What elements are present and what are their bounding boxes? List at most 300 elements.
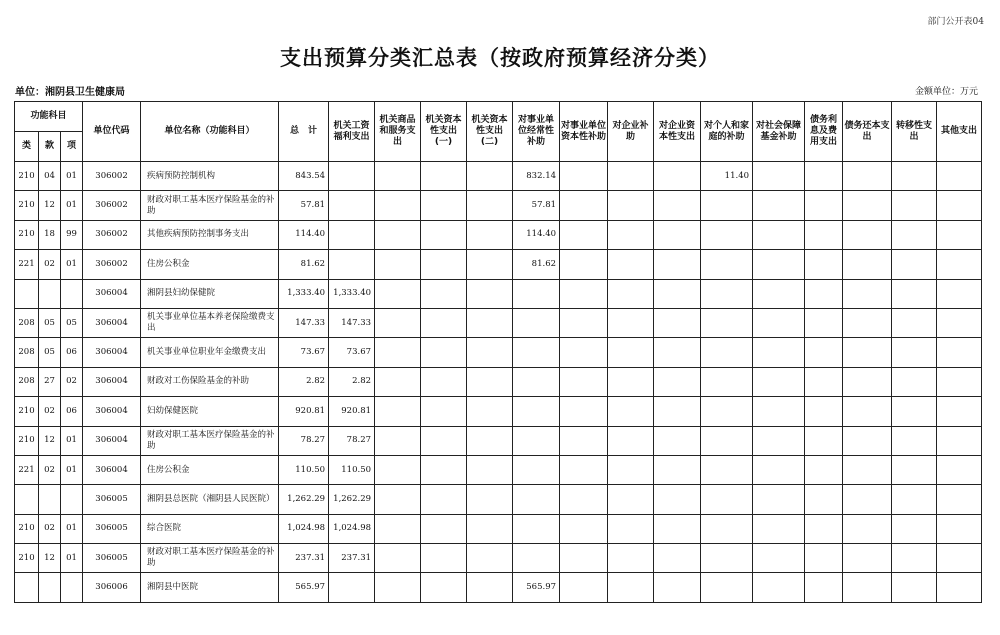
cell-c10 xyxy=(753,250,805,279)
cell-c14 xyxy=(937,397,982,426)
cell-c6 xyxy=(560,426,608,455)
cell-c5 xyxy=(513,544,560,573)
cell-unit-name xyxy=(141,279,279,308)
cell-c6 xyxy=(560,250,608,279)
cell-c9 xyxy=(701,367,753,396)
cell-kuan: 05 xyxy=(39,308,61,337)
cell-c7 xyxy=(608,397,654,426)
table-row xyxy=(15,338,982,367)
cell-kuan xyxy=(39,485,61,514)
cell-total: 73.67 xyxy=(279,338,329,367)
cell-lei: 208 xyxy=(15,367,39,396)
cell-c1: 237.31 xyxy=(329,544,375,573)
cell-xiang: 01 xyxy=(61,426,83,455)
table-row xyxy=(15,426,982,455)
cell-c4 xyxy=(467,162,513,191)
cell-c1: 1,024.98 xyxy=(329,514,375,543)
cell-c7 xyxy=(608,426,654,455)
cell-kuan: 12 xyxy=(39,544,61,573)
cell-c13 xyxy=(892,338,937,367)
cell-c7 xyxy=(608,279,654,308)
cell-c3 xyxy=(421,573,467,602)
cell-c13 xyxy=(892,455,937,484)
cell-c2 xyxy=(375,544,421,573)
cell-kuan: 18 xyxy=(39,220,61,249)
cell-c12 xyxy=(843,573,892,602)
header-unit-code: 单位代码 xyxy=(83,102,141,162)
cell-unit-name xyxy=(141,162,279,191)
header-c13: 转移性支出 xyxy=(892,102,937,162)
cell-c8 xyxy=(654,573,701,602)
cell-c9 xyxy=(701,544,753,573)
header-xiang: 项 xyxy=(61,132,83,162)
table-body xyxy=(15,162,982,603)
cell-c8 xyxy=(654,162,701,191)
cell-c8 xyxy=(654,220,701,249)
cell-unit-name xyxy=(141,544,279,573)
cell-c12 xyxy=(843,308,892,337)
cell-c5: 565.97 xyxy=(513,573,560,602)
cell-lei: 208 xyxy=(15,308,39,337)
cell-c3 xyxy=(421,279,467,308)
cell-c13 xyxy=(892,250,937,279)
cell-total: 2.82 xyxy=(279,367,329,396)
cell-c11 xyxy=(805,397,843,426)
table-row xyxy=(15,397,982,426)
cell-c11 xyxy=(805,220,843,249)
cell-unit-code: 306002 xyxy=(83,162,141,191)
cell-c6 xyxy=(560,367,608,396)
cell-total: 147.33 xyxy=(279,308,329,337)
cell-xiang: 05 xyxy=(61,308,83,337)
cell-c4 xyxy=(467,220,513,249)
cell-c5 xyxy=(513,367,560,396)
cell-xiang xyxy=(61,485,83,514)
table-row xyxy=(15,485,982,514)
cell-lei: 210 xyxy=(15,544,39,573)
unit-name-text: 住房公积金 xyxy=(147,258,190,269)
cell-c7 xyxy=(608,191,654,220)
header-c1: 机关工资福利支出 xyxy=(329,102,375,162)
cell-c12 xyxy=(843,397,892,426)
cell-c11 xyxy=(805,573,843,602)
cell-c3 xyxy=(421,338,467,367)
header-c6: 对事业单位资本性补助 xyxy=(560,102,608,162)
cell-c9 xyxy=(701,308,753,337)
cell-c11 xyxy=(805,279,843,308)
cell-total: 565.97 xyxy=(279,573,329,602)
cell-c2 xyxy=(375,455,421,484)
cell-lei xyxy=(15,573,39,602)
cell-lei: 210 xyxy=(15,220,39,249)
table-row xyxy=(15,250,982,279)
header-c2: 机关商品和服务支出 xyxy=(375,102,421,162)
cell-c11 xyxy=(805,191,843,220)
header-c7: 对企业补助 xyxy=(608,102,654,162)
cell-c4 xyxy=(467,426,513,455)
cell-c6 xyxy=(560,544,608,573)
header-c5: 对事业单位经常性补助 xyxy=(513,102,560,162)
cell-kuan: 02 xyxy=(39,250,61,279)
cell-c11 xyxy=(805,308,843,337)
cell-c6 xyxy=(560,308,608,337)
cell-c5 xyxy=(513,455,560,484)
cell-c7 xyxy=(608,250,654,279)
cell-c4 xyxy=(467,279,513,308)
cell-c4 xyxy=(467,485,513,514)
cell-xiang xyxy=(61,573,83,602)
cell-c12 xyxy=(843,514,892,543)
unit-name-text: 住房公积金 xyxy=(147,464,190,475)
cell-unit-name xyxy=(141,191,279,220)
table-header xyxy=(15,102,982,162)
cell-c12 xyxy=(843,220,892,249)
cell-c7 xyxy=(608,338,654,367)
cell-lei: 210 xyxy=(15,162,39,191)
cell-c5 xyxy=(513,485,560,514)
cell-total: 57.81 xyxy=(279,191,329,220)
cell-c7 xyxy=(608,514,654,543)
unit-label: 单位：湘阴县卫生健康局 xyxy=(15,87,125,98)
cell-c14 xyxy=(937,162,982,191)
cell-c1 xyxy=(329,191,375,220)
cell-c8 xyxy=(654,338,701,367)
cell-c4 xyxy=(467,308,513,337)
cell-c7 xyxy=(608,455,654,484)
cell-unit-code: 306002 xyxy=(83,191,141,220)
cell-c12 xyxy=(843,191,892,220)
cell-c14 xyxy=(937,250,982,279)
cell-c5 xyxy=(513,397,560,426)
cell-c12 xyxy=(843,250,892,279)
cell-c13 xyxy=(892,544,937,573)
cell-c13 xyxy=(892,220,937,249)
cell-xiang: 99 xyxy=(61,220,83,249)
table-row xyxy=(15,367,982,396)
cell-unit-name xyxy=(141,250,279,279)
cell-c1 xyxy=(329,573,375,602)
cell-c12 xyxy=(843,279,892,308)
cell-xiang: 01 xyxy=(61,514,83,543)
cell-c6 xyxy=(560,279,608,308)
cell-lei: 221 xyxy=(15,250,39,279)
cell-unit-name xyxy=(141,338,279,367)
cell-c9 xyxy=(701,279,753,308)
cell-xiang: 02 xyxy=(61,367,83,396)
cell-unit-code: 306005 xyxy=(83,544,141,573)
cell-c9 xyxy=(701,573,753,602)
cell-c13 xyxy=(892,397,937,426)
cell-c4 xyxy=(467,455,513,484)
cell-c7 xyxy=(608,162,654,191)
cell-c2 xyxy=(375,426,421,455)
header-kuan: 款 xyxy=(39,132,61,162)
cell-c14 xyxy=(937,455,982,484)
cell-c10 xyxy=(753,162,805,191)
amount-unit-label: 金额单位：万元 xyxy=(914,87,978,97)
cell-c3 xyxy=(421,455,467,484)
cell-c9 xyxy=(701,397,753,426)
cell-unit-code: 306004 xyxy=(83,308,141,337)
cell-lei: 221 xyxy=(15,455,39,484)
cell-c7 xyxy=(608,308,654,337)
cell-c11 xyxy=(805,162,843,191)
cell-c1: 78.27 xyxy=(329,426,375,455)
header-lei: 类 xyxy=(15,132,39,162)
cell-c5 xyxy=(513,338,560,367)
cell-c10 xyxy=(753,514,805,543)
cell-c10 xyxy=(753,279,805,308)
cell-c3 xyxy=(421,308,467,337)
cell-c10 xyxy=(753,485,805,514)
unit-name-text: 财政对工伤保险基金的补助 xyxy=(147,376,250,387)
unit-name-text: 机关事业单位职业年金缴费支出 xyxy=(147,347,267,358)
table-row xyxy=(15,279,982,308)
cell-c8 xyxy=(654,544,701,573)
cell-c1: 2.82 xyxy=(329,367,375,396)
cell-lei: 210 xyxy=(15,397,39,426)
cell-c1 xyxy=(329,220,375,249)
cell-unit-code: 306004 xyxy=(83,426,141,455)
cell-c14 xyxy=(937,220,982,249)
cell-c14 xyxy=(937,573,982,602)
cell-c8 xyxy=(654,367,701,396)
cell-c12 xyxy=(843,338,892,367)
cell-c12 xyxy=(843,162,892,191)
cell-c8 xyxy=(654,426,701,455)
unit-name-text: 湘阴县总医院（湘阴县人民医院） xyxy=(147,493,275,504)
cell-unit-code: 306004 xyxy=(83,279,141,308)
cell-c1 xyxy=(329,250,375,279)
cell-c13 xyxy=(892,308,937,337)
cell-c12 xyxy=(843,485,892,514)
cell-c7 xyxy=(608,485,654,514)
cell-c13 xyxy=(892,426,937,455)
cell-c10 xyxy=(753,544,805,573)
cell-c8 xyxy=(654,279,701,308)
cell-c7 xyxy=(608,220,654,249)
cell-c4 xyxy=(467,514,513,543)
cell-c6 xyxy=(560,162,608,191)
cell-c6 xyxy=(560,485,608,514)
cell-c3 xyxy=(421,397,467,426)
cell-c14 xyxy=(937,308,982,337)
cell-c12 xyxy=(843,455,892,484)
cell-c10 xyxy=(753,455,805,484)
cell-unit-code: 306005 xyxy=(83,514,141,543)
cell-xiang xyxy=(61,279,83,308)
cell-unit-code: 306002 xyxy=(83,220,141,249)
cell-lei xyxy=(15,485,39,514)
cell-c6 xyxy=(560,455,608,484)
cell-c3 xyxy=(421,220,467,249)
cell-c9 xyxy=(701,250,753,279)
cell-c2 xyxy=(375,573,421,602)
cell-c11 xyxy=(805,514,843,543)
cell-c3 xyxy=(421,485,467,514)
cell-unit-name xyxy=(141,426,279,455)
cell-xiang: 01 xyxy=(61,250,83,279)
cell-unit-code: 306004 xyxy=(83,367,141,396)
cell-c13 xyxy=(892,573,937,602)
cell-lei xyxy=(15,279,39,308)
cell-c9 xyxy=(701,485,753,514)
cell-c11 xyxy=(805,426,843,455)
cell-unit-name xyxy=(141,455,279,484)
cell-c5 xyxy=(513,308,560,337)
table-row xyxy=(15,191,982,220)
cell-c4 xyxy=(467,573,513,602)
cell-kuan: 04 xyxy=(39,162,61,191)
cell-c5 xyxy=(513,514,560,543)
unit-name-text: 疾病预防控制机构 xyxy=(147,170,216,181)
cell-c7 xyxy=(608,367,654,396)
cell-c14 xyxy=(937,485,982,514)
cell-c8 xyxy=(654,455,701,484)
cell-xiang: 01 xyxy=(61,191,83,220)
cell-c3 xyxy=(421,367,467,396)
cell-c5: 114.40 xyxy=(513,220,560,249)
table-row xyxy=(15,162,982,191)
cell-c10 xyxy=(753,308,805,337)
cell-unit-code: 306004 xyxy=(83,397,141,426)
cell-unit-code: 306005 xyxy=(83,485,141,514)
cell-c2 xyxy=(375,397,421,426)
header-c10: 对社会保障基金补助 xyxy=(753,102,805,162)
cell-kuan: 12 xyxy=(39,426,61,455)
cell-c2 xyxy=(375,162,421,191)
unit-name-text: 湘阴县中医院 xyxy=(147,582,199,593)
cell-c7 xyxy=(608,573,654,602)
cell-c2 xyxy=(375,308,421,337)
cell-c4 xyxy=(467,367,513,396)
cell-c11 xyxy=(805,485,843,514)
cell-unit-name xyxy=(141,573,279,602)
cell-c1: 1,262.29 xyxy=(329,485,375,514)
header-c14: 其他支出 xyxy=(937,102,982,162)
cell-c14 xyxy=(937,191,982,220)
cell-lei: 210 xyxy=(15,426,39,455)
unit-name-text: 财政对职工基本医疗保险基金的补助 xyxy=(147,429,275,451)
cell-unit-code: 306006 xyxy=(83,573,141,602)
table-row xyxy=(15,573,982,602)
cell-xiang: 06 xyxy=(61,338,83,367)
unit-name-text: 财政对职工基本医疗保险基金的补助 xyxy=(147,547,275,569)
budget-table xyxy=(14,101,982,603)
cell-unit-code: 306002 xyxy=(83,250,141,279)
cell-c9 xyxy=(701,220,753,249)
header-unit-name: 单位名称（功能科目） xyxy=(141,102,279,162)
cell-c3 xyxy=(421,426,467,455)
cell-c10 xyxy=(753,573,805,602)
cell-c12 xyxy=(843,544,892,573)
cell-xiang: 01 xyxy=(61,455,83,484)
cell-total: 1,024.98 xyxy=(279,514,329,543)
cell-c5: 832.14 xyxy=(513,162,560,191)
cell-total: 1,262.29 xyxy=(279,485,329,514)
table-row xyxy=(15,220,982,249)
unit-name-text: 湘阴县妇幼保健院 xyxy=(147,288,216,299)
table-row xyxy=(15,544,982,573)
cell-c2 xyxy=(375,485,421,514)
cell-xiang: 01 xyxy=(61,544,83,573)
cell-c5: 81.62 xyxy=(513,250,560,279)
cell-c4 xyxy=(467,397,513,426)
cell-c5 xyxy=(513,426,560,455)
cell-c10 xyxy=(753,338,805,367)
cell-c10 xyxy=(753,191,805,220)
unit-name-text: 财政对职工基本医疗保险基金的补助 xyxy=(147,194,275,216)
cell-c8 xyxy=(654,191,701,220)
table-row xyxy=(15,514,982,543)
cell-c6 xyxy=(560,338,608,367)
cell-c6 xyxy=(560,573,608,602)
cell-c2 xyxy=(375,279,421,308)
unit-name-text: 机关事业单位基本养老保险缴费支出 xyxy=(147,312,275,334)
cell-c14 xyxy=(937,367,982,396)
cell-c11 xyxy=(805,455,843,484)
table-row xyxy=(15,308,982,337)
cell-c9 xyxy=(701,455,753,484)
cell-kuan: 02 xyxy=(39,455,61,484)
cell-c11 xyxy=(805,544,843,573)
cell-lei: 210 xyxy=(15,191,39,220)
cell-c2 xyxy=(375,220,421,249)
cell-c14 xyxy=(937,544,982,573)
cell-c9 xyxy=(701,191,753,220)
cell-c1 xyxy=(329,162,375,191)
cell-c9 xyxy=(701,514,753,543)
cell-c8 xyxy=(654,397,701,426)
cell-c6 xyxy=(560,220,608,249)
cell-c14 xyxy=(937,426,982,455)
cell-c3 xyxy=(421,250,467,279)
cell-c14 xyxy=(937,279,982,308)
cell-c1: 110.50 xyxy=(329,455,375,484)
unit-name-text: 妇幼保健医院 xyxy=(147,405,199,416)
cell-c2 xyxy=(375,191,421,220)
cell-c4 xyxy=(467,338,513,367)
document-tag: 部门公开表04 xyxy=(927,17,984,27)
cell-total: 843.54 xyxy=(279,162,329,191)
cell-c5: 57.81 xyxy=(513,191,560,220)
cell-c8 xyxy=(654,308,701,337)
header-c4: 机关资本性支出(二) xyxy=(467,102,513,162)
cell-c3 xyxy=(421,544,467,573)
page-title: 支出预算分类汇总表（按政府预算经济分类） xyxy=(280,46,720,70)
cell-unit-code: 306004 xyxy=(83,455,141,484)
cell-total: 1,333.40 xyxy=(279,279,329,308)
cell-c2 xyxy=(375,367,421,396)
cell-c6 xyxy=(560,191,608,220)
cell-c7 xyxy=(608,544,654,573)
cell-unit-name xyxy=(141,514,279,543)
cell-c6 xyxy=(560,397,608,426)
cell-c13 xyxy=(892,191,937,220)
cell-kuan: 05 xyxy=(39,338,61,367)
cell-unit-name xyxy=(141,308,279,337)
table-row xyxy=(15,455,982,484)
cell-lei: 208 xyxy=(15,338,39,367)
cell-kuan xyxy=(39,279,61,308)
cell-c1: 147.33 xyxy=(329,308,375,337)
header-total: 总 计 xyxy=(279,102,329,162)
cell-total: 110.50 xyxy=(279,455,329,484)
cell-unit-name xyxy=(141,367,279,396)
header-func-subject: 功能科目 xyxy=(15,102,83,132)
cell-c8 xyxy=(654,250,701,279)
cell-unit-code: 306004 xyxy=(83,338,141,367)
